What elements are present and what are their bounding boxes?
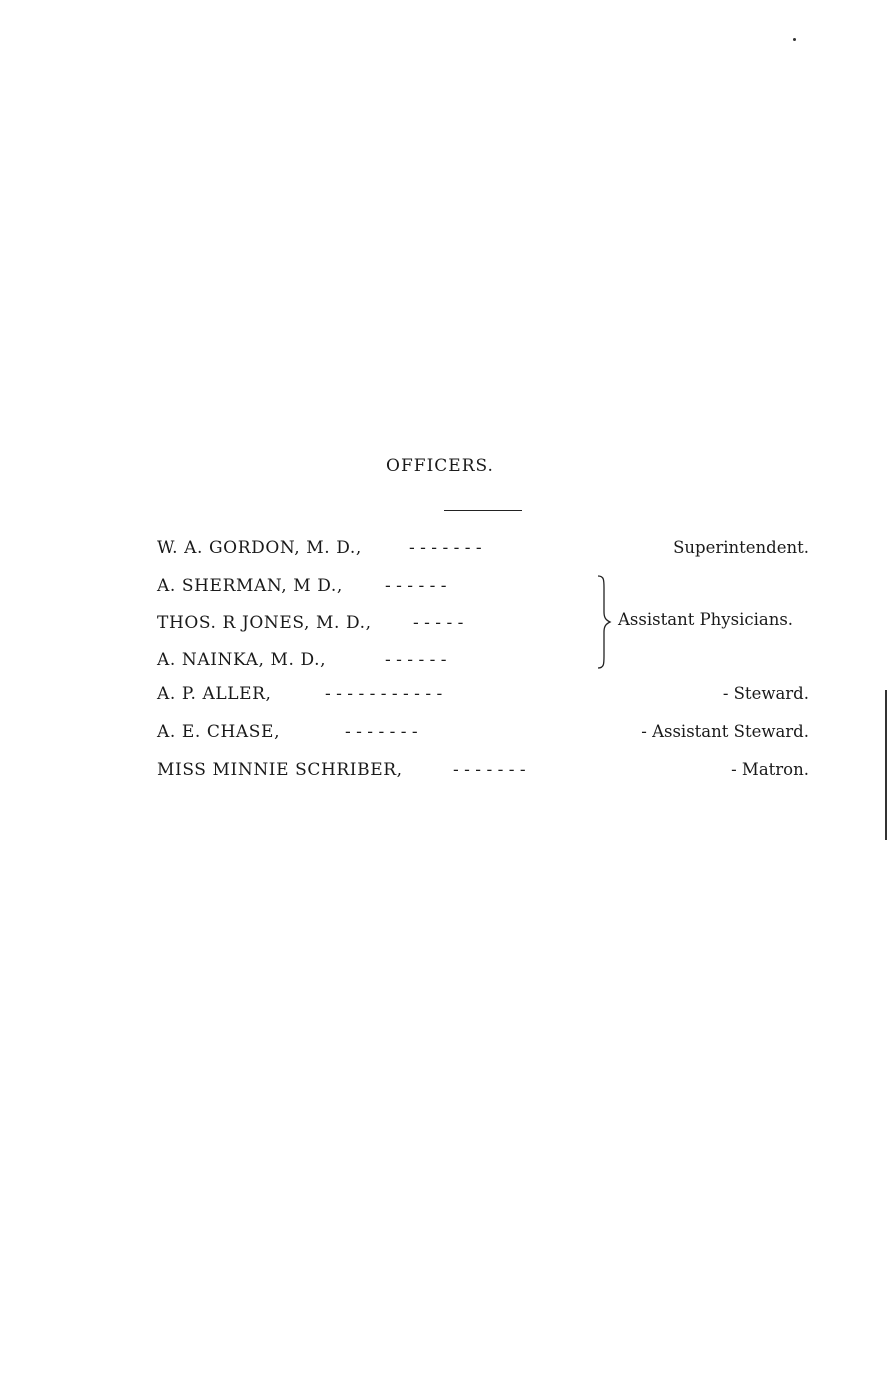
officer-row: [157, 613, 587, 635]
officer-title: Superintendent.: [673, 538, 809, 557]
leader-dashes: - - - - - - -: [345, 722, 418, 742]
officer-name: W. A. GORDON, M. D.,: [157, 538, 362, 558]
officer-title: - Assistant Steward.: [641, 722, 809, 741]
scan-speck: [793, 38, 796, 41]
officer-row: [157, 538, 809, 560]
officer-name: A. P. ALLER,: [157, 684, 272, 704]
leader-dashes: - - - - - - -: [409, 538, 482, 558]
officer-name: A. E. CHASE,: [157, 722, 281, 742]
leader-dashes: - - - - - -: [385, 576, 447, 596]
officer-title: - Matron.: [731, 760, 809, 779]
title-rule: [444, 510, 522, 511]
officer-name: THOS. R JONES, M. D.,: [157, 613, 372, 633]
leader-dashes: - - - - - - - - - - -: [325, 684, 443, 704]
officer-title: - Steward.: [722, 684, 809, 703]
officer-name: A. SHERMAN, M D.,: [157, 576, 343, 596]
grouped-officer-title: Assistant Physicians.: [618, 610, 794, 629]
officer-row: [157, 760, 809, 782]
leader-dashes: - - - - -: [413, 613, 464, 633]
leader-dashes: - - - - - -: [385, 650, 447, 670]
officer-row: [157, 722, 809, 744]
page-title: OFFICERS.: [386, 456, 494, 476]
leader-dashes: - - - - - - -: [453, 760, 526, 780]
officer-name: A. NAINKA, M. D.,: [157, 650, 327, 670]
grouping-brace: [594, 574, 616, 670]
officer-row: [157, 576, 587, 598]
officer-row: [157, 684, 809, 706]
officer-row: [157, 650, 587, 672]
officer-name: MISS MINNIE SCHRIBER,: [157, 760, 403, 780]
